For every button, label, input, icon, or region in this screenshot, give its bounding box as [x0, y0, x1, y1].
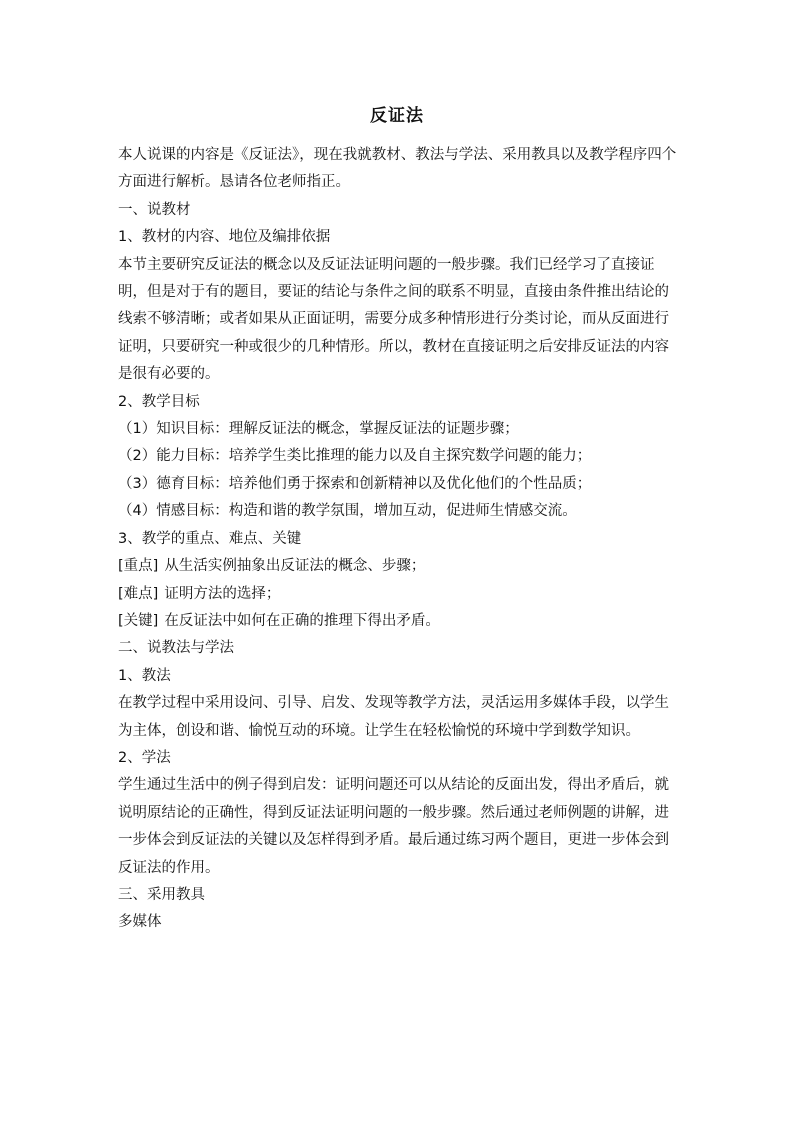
- key-point-text: 从生活实例抽象出反证法的概念、步骤；: [164, 558, 426, 575]
- key-point-tag: [重点]: [118, 558, 159, 575]
- goal-item-2: （2）能力目标：培养学生类比推理的能力以及自主探究数学问题的能力；: [118, 448, 592, 465]
- key-point-text: 在反证法中如何在正确的推理下得出矛盾。: [164, 612, 440, 629]
- key-point-tag: [难点]: [118, 585, 159, 602]
- key-point-difficulty: [118, 581, 678, 608]
- key-point-tag: [关键]: [118, 612, 159, 629]
- goal-item-4: （4）情感目标：构造和谐的教学氛围，增加互动，促进师生情感交流。: [118, 503, 577, 520]
- section-1-sub-3-heading: 3、教学的重点、难点、关键: [118, 530, 302, 547]
- key-point-key: [118, 608, 678, 635]
- key-point-text: 证明方法的选择；: [164, 585, 281, 602]
- goal-item-1: （1）知识目标：理解反证法的概念，掌握反证法的证题步骤；: [118, 421, 519, 438]
- section-1-heading: 一、说教材: [118, 201, 191, 218]
- intro-paragraph: 本人说课的内容是《反证法》，现在我就教材、教法与学法、采用教具以及教学程序四个方面进行解析。恳请各位老师指正。: [118, 147, 677, 191]
- section-1-sub-2-heading: 2、教学目标: [118, 393, 200, 410]
- document-title: 反证法: [370, 106, 424, 126]
- section-2-sub-2-body: 学生通过生活中的例子得到启发：证明问题还可以从结论的反面出发，得出矛盾后，就说明原结论的正确性，得到反证法证明问题的一般步骤。然后通过老师例题的讲解，进一步体会到反证法的关键以及怎样得到矛盾。最后通过练习两个题目，更进一步体会到反证法的作用。: [118, 777, 669, 876]
- goal-item-3: （3）德育目标：培养他们勇于探索和创新精神以及优化他们的个性品质；: [118, 475, 592, 492]
- section-2-sub-2-heading: 2、学法: [118, 749, 171, 766]
- key-point-focus: [118, 553, 678, 580]
- section-2-heading: 二、说教法与学法: [118, 640, 234, 657]
- section-3-body: 多媒体: [118, 914, 162, 931]
- document-body: [118, 142, 678, 937]
- section-3-heading: 三、采用教具: [118, 886, 205, 903]
- section-2-sub-1-body: 在教学过程中采用设问、引导、启发、发现等教学方法，灵活运用多媒体手段，以学生为主体，创设和谐、愉悦互动的环境。让学生在轻松愉悦的环境中学到数学知识。: [118, 695, 669, 739]
- section-1-sub-1-body: 本节主要研究反证法的概念以及反证法证明问题的一般步骤。我们已经学习了直接证明，但是对于有的题目，要证的结论与条件之间的联系不明显，直接由条件推出结论的线索不够清晰；或者如果从正面证明，需要分成多种情形进行分类讨论，而从反面进行证明，只要研究一种或很少的几种情形。所以，教材在直接证明之后安排反证法的内容是很有必要的。: [118, 256, 669, 383]
- section-2-sub-1-heading: 1、教法: [118, 667, 171, 684]
- section-1-sub-1-heading: 1、教材的内容、地位及编排依据: [118, 229, 331, 246]
